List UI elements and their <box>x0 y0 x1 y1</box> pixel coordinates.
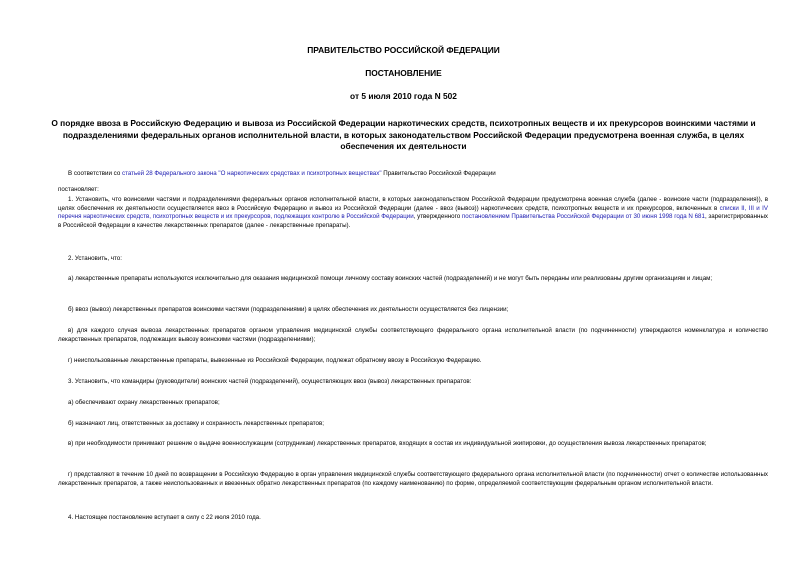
preamble-text-before: В соответствии со <box>68 170 122 177</box>
document-type: ПОСТАНОВЛЕНИЕ <box>365 68 442 78</box>
paragraph-1-text-c: , зарегистрированных в Российской Федерации в качестве лекарственных препаратов (далее - лекарственные препараты). <box>58 213 769 229</box>
resolves-heading: постановляет: <box>58 186 99 193</box>
paragraph-2-a: а) лекарственные препараты используются исключительно для оказания медицинской помощи личному составу воинских частей (подразделений) и не могут быть переданы или реализованы другим организациям и лицам; <box>68 275 713 282</box>
paragraph-2-b: б) ввоз (вывоз) лекарственных препаратов воинскими частями (подразделениями) в целях обеспечения их деятельности осуществляется без лицензии; <box>68 306 509 313</box>
paragraph-3: 3. Установить, что командиры (руководители) воинских частей (подразделений), осуществляющих ввоз (вывоз) лекарственных препаратов: <box>68 378 472 385</box>
preamble-text-after: Правительство Российской Федерации <box>381 170 496 177</box>
government-resolution-link[interactable]: постановлением Правительства Российской Федерации от 30 июня 1998 года N 681 <box>461 213 705 221</box>
document-title: О порядке ввоза в Российскую Федерацию и вывоза из Российской Федерации наркотических средств, психотропных веществ и их прекурсоров воинскими частями и подразделениями федеральных органов исполнительной власти, в которых законодательством Российской Федерации предусмотрена военная служба, в целях обеспечения их деятельности <box>51 118 756 151</box>
paragraph-1 <box>58 196 768 230</box>
paragraph-3-g: г) представляют в течение 10 дней по возвращении в Российскую Федерацию в орган управления медицинской службы соответствующего федерального органа исполнительной власти (по подчиненности) отчет о количестве использованных лекарственных препаратов, а также неиспользованных и ввезенных обратно лекарственных препаратов (по каждому наименованию) по форме, определяемой соответствующим федеральным органом исполнительной власти. <box>58 471 768 487</box>
paragraph-2-v: в) для каждого случая вывоза лекарственных препаратов органом управления медицинской службы соответствующего федерального органа исполнительной власти (по подчиненности) утверждаются номенклатура и количество лекарственных препаратов, подлежащих вывозу воинскими частями (подразделениями); <box>58 327 768 343</box>
preamble <box>58 170 768 179</box>
paragraph-3-v: в) при необходимости принимают решение о выдаче военнослужащим (сотрудникам) лекарственных препаратов, входящих в состав их индивидуальной экипировки, до осуществления вывоза лекарственных препаратов; <box>68 440 707 447</box>
narcotics-list-link[interactable]: списки II, III и IV перечня наркотических средств, психотропных веществ и их прекурсоров, подлежащих контролю в Российской Федерации <box>58 204 768 221</box>
paragraph-2: 2. Установить, что: <box>68 255 122 262</box>
paragraph-3-a: а) обеспечивают охрану лекарственных препаратов; <box>68 399 220 406</box>
federal-law-link[interactable]: статьей 28 Федерального закона "О наркотических средствах и психотропных веществах" <box>121 170 382 177</box>
paragraph-2-g: г) неиспользованные лекарственные препараты, вывезенные из Российской Федерации, подлежат обратному ввозу в Российскую Федерацию. <box>68 357 482 364</box>
paragraph-4: 4. Настоящее постановление вступает в силу с 22 июля 2010 года. <box>68 514 261 521</box>
document-date-number: от 5 июля 2010 года N 502 <box>350 91 457 101</box>
paragraph-1-text-b: , утвержденного <box>413 213 462 221</box>
paragraph-1-text-a: 1. Установить, что воинскими частями и подразделениями федеральных органов исполнительной власти, в которых законодательством Российской Федерации предусмотрена военная служба (далее - воинские части (подразделения)), в целях обеспечения их деятельности осуществляется ввоз в Российскую Федерацию и вывоз из Российской Федерации (далее - ввоз (вывоз)) наркотических средств, психотропных веществ и их прекурсоров, включенных в <box>58 196 768 212</box>
paragraph-3-b: б) назначают лиц, ответственных за доставку и сохранность лекарственных препаратов; <box>68 420 324 427</box>
government-header: ПРАВИТЕЛЬСТВО РОССИЙСКОЙ ФЕДЕРАЦИИ <box>307 45 500 55</box>
